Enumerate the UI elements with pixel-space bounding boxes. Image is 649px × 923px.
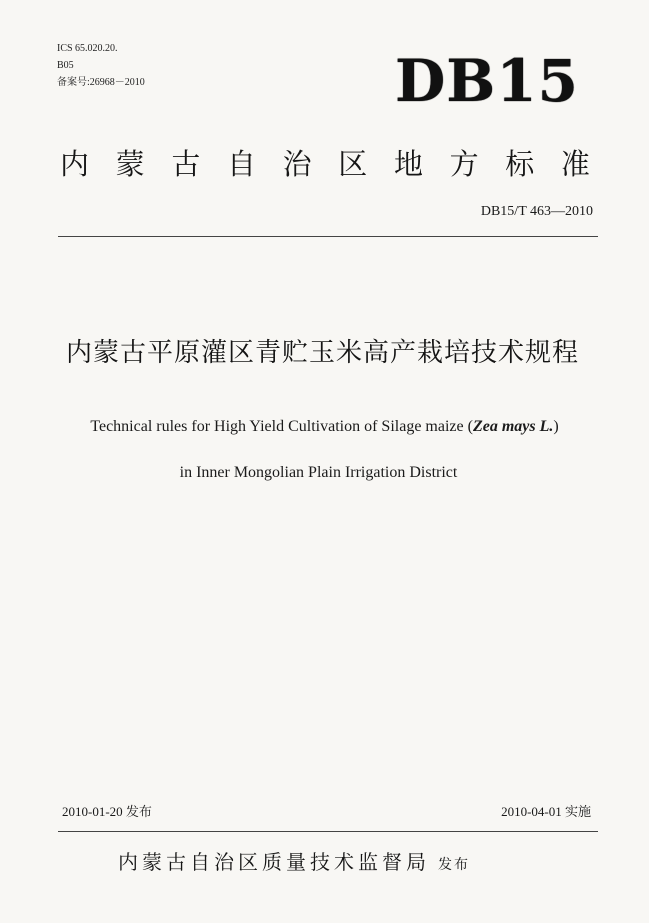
- implementation-date: 2010-04-01 实施: [501, 804, 591, 819]
- record-number: 备案号:26968－2010: [57, 77, 145, 88]
- standard-name-char: 地: [393, 147, 423, 181]
- standard-name-char: 古: [171, 147, 201, 181]
- standard-name-char: 标: [505, 147, 535, 181]
- standard-number: DB15/T 463—2010: [480, 204, 593, 219]
- top-divider: [58, 236, 598, 237]
- standard-name-char: 自: [226, 147, 256, 181]
- db15-logo: DB15: [395, 47, 580, 115]
- ics-code: ICS 65.020.20.: [57, 43, 118, 54]
- publisher: [118, 846, 470, 875]
- standard-name-char: 准: [560, 147, 590, 181]
- header-meta: [57, 40, 145, 91]
- title-english-prefix: Technical rules for High Yield Cultivation of Silage maize (: [90, 418, 473, 435]
- class-code: B05: [57, 60, 74, 71]
- standard-name-char: 蒙: [115, 147, 145, 181]
- standard-name-char: 内: [60, 147, 90, 181]
- title-chinese: 内蒙古平原灌区青贮玉米高产栽培技术规程: [66, 338, 580, 368]
- standard-name-char: 方: [449, 147, 479, 181]
- title-english-species: Zea mays L.: [472, 418, 554, 435]
- issue-date: 2010-01-20 发布: [62, 804, 152, 819]
- standard-name-char: 治: [282, 147, 312, 181]
- title-english-suffix: ): [553, 418, 559, 435]
- standard-name-char: 区: [338, 147, 368, 181]
- standard-name: [60, 146, 590, 182]
- bottom-divider: [58, 831, 598, 832]
- title-english-line2: in Inner Mongolian Plain Irrigation District: [179, 464, 458, 481]
- title-english-line1: [0, 418, 649, 436]
- publisher-suffix: 发布: [438, 857, 470, 873]
- publisher-name: 内蒙古自治区质量技术监督局: [118, 850, 430, 874]
